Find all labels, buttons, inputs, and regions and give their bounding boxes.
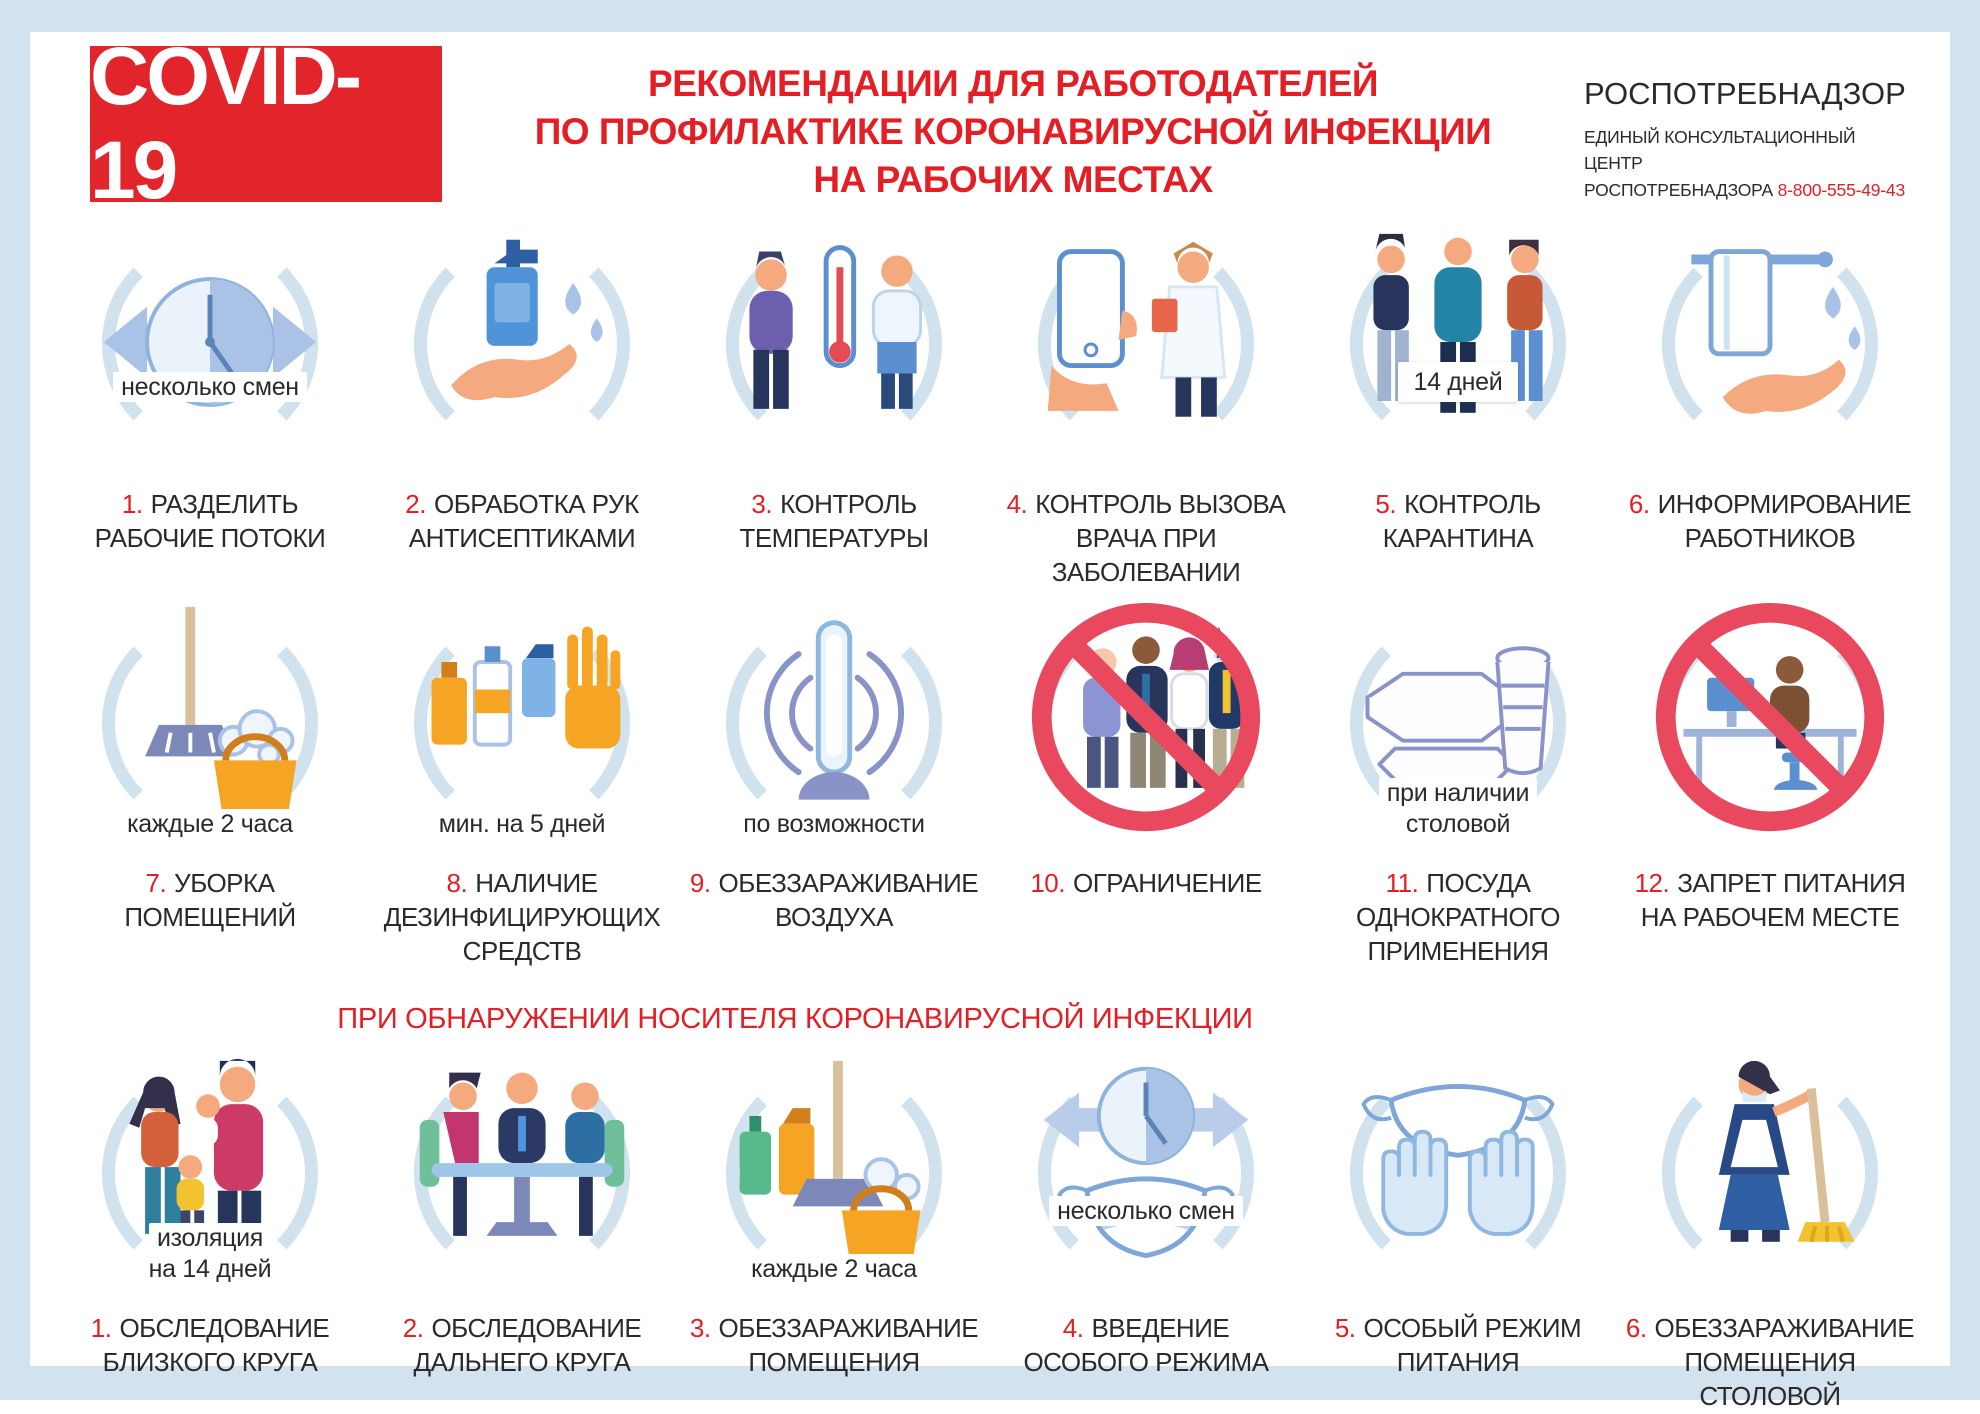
item-caption-line bbox=[680, 522, 988, 556]
item-caption-line bbox=[1304, 1312, 1612, 1346]
item-caption-text: ОБСЛЕДОВАНИЕ bbox=[431, 1313, 642, 1344]
icon-zone bbox=[56, 210, 364, 478]
poster-sheet bbox=[30, 31, 1950, 1411]
icon-zone bbox=[1304, 1044, 1612, 1302]
item-caption-line bbox=[1304, 488, 1612, 522]
item-note-line: каждые 2 часа bbox=[743, 1254, 925, 1285]
item-number: 6. bbox=[1625, 1313, 1647, 1344]
item-number: 7. bbox=[145, 868, 167, 899]
item-caption-text: ВВЕДЕНИЕ bbox=[1091, 1313, 1230, 1344]
item-caption bbox=[992, 1312, 1300, 1396]
item-caption-text: КОНТРОЛЬ ВЫЗОВА bbox=[1035, 489, 1286, 519]
item-caption-line bbox=[56, 488, 364, 522]
item-caption bbox=[56, 867, 364, 987]
icon-zone bbox=[1616, 1044, 1924, 1302]
tile-sanitizer-hand bbox=[368, 210, 676, 589]
disposable-tableware-icon bbox=[1340, 603, 1576, 839]
item-caption-line bbox=[368, 488, 676, 522]
item-caption-line bbox=[368, 867, 676, 901]
tile-uv-lamp bbox=[680, 589, 988, 987]
item-caption-text: РАЗДЕЛИТЬ bbox=[150, 489, 299, 519]
covid-19-badge bbox=[90, 31, 442, 216]
item-note-line: каждые 2 часа bbox=[119, 809, 301, 840]
item-caption bbox=[1304, 867, 1612, 987]
item-caption-text: ЗАПРЕТ ПИТАНИЯ bbox=[1677, 868, 1906, 899]
tile-cleaner-mop bbox=[1616, 1044, 1924, 1413]
icon-zone bbox=[992, 210, 1300, 478]
tile-clock-shifts bbox=[56, 210, 364, 589]
item-caption-text: ПОСУДА bbox=[1426, 868, 1531, 899]
tile-meeting-table bbox=[368, 1044, 676, 1413]
item-caption-line bbox=[992, 867, 1300, 901]
tile-family-isolation bbox=[56, 1044, 364, 1413]
poster-title-line-3: НА РАБОЧИХ МЕСТАХ bbox=[813, 159, 1213, 201]
family-isolation-icon bbox=[92, 1053, 328, 1289]
item-number: 8. bbox=[446, 868, 468, 899]
icon-zone bbox=[368, 210, 676, 478]
agency-center-line-2: РОСПОТРЕБНАДЗОРА bbox=[1584, 179, 1773, 200]
item-caption-line bbox=[680, 901, 988, 935]
item-note-line: по возможности bbox=[735, 809, 932, 840]
item-caption-line bbox=[1304, 867, 1612, 901]
item-caption bbox=[680, 488, 988, 574]
item-caption-line bbox=[368, 1346, 676, 1380]
icon-zone bbox=[992, 1044, 1300, 1302]
item-caption bbox=[56, 488, 364, 574]
item-caption-line bbox=[680, 488, 988, 522]
item-caption bbox=[368, 867, 676, 987]
item-caption-line bbox=[56, 867, 364, 901]
icon-zone bbox=[680, 1044, 988, 1302]
poster-title bbox=[442, 60, 1584, 204]
icon-zone bbox=[56, 589, 364, 857]
item-number: 4. bbox=[1006, 489, 1028, 519]
icon-zone bbox=[680, 589, 988, 857]
item-caption-line bbox=[56, 522, 364, 556]
tile-thermometer-check bbox=[680, 210, 988, 589]
recommendations-row-2 bbox=[56, 589, 1924, 987]
item-number: 12. bbox=[1634, 868, 1670, 899]
tile-towel-hand bbox=[1616, 210, 1924, 589]
item-number: 4. bbox=[1062, 1313, 1084, 1344]
icon-zone bbox=[1304, 589, 1612, 857]
item-caption-text: КОНТРОЛЬ bbox=[780, 489, 917, 519]
item-caption-text: ВОЗДУХА bbox=[774, 902, 893, 933]
tile-cleaning-supplies bbox=[680, 1044, 988, 1413]
item-caption-text: ОБСЛЕДОВАНИЕ bbox=[119, 1313, 330, 1344]
sanitizer-hand-icon bbox=[404, 224, 640, 460]
item-caption bbox=[56, 1312, 364, 1396]
item-caption-text: ПОМЕЩЕНИЙ bbox=[124, 902, 296, 933]
item-caption-text: ОБЕЗЗАРАЖИВАНИЕ bbox=[1654, 1313, 1915, 1344]
item-number: 1. bbox=[90, 1313, 112, 1344]
item-caption-text: ИНФОРМИРОВАНИЕ bbox=[1657, 489, 1912, 519]
item-caption-text: НА РАБОЧЕМ МЕСТЕ bbox=[1640, 902, 1900, 933]
poster-title-line-1: РЕКОМЕНДАЦИИ ДЛЯ РАБОТОДАТЕЛЕЙ bbox=[648, 63, 1378, 104]
covid-19-badge-label: COVID-19 bbox=[90, 31, 359, 216]
tile-disinfectant-supplies bbox=[368, 589, 676, 987]
item-caption-text: НАЛИЧИЕ bbox=[475, 868, 598, 899]
item-caption-text: ОСОБЫЙ РЕЖИМ bbox=[1363, 1313, 1582, 1344]
tile-mask-gloves bbox=[1304, 1044, 1612, 1413]
item-caption-text: БЛИЗКОГО КРУГА bbox=[102, 1347, 318, 1378]
item-caption-text: ВРАЧА ПРИ ЗАБОЛЕВАНИИ bbox=[1051, 522, 1241, 587]
towel-hand-icon bbox=[1652, 224, 1888, 460]
item-caption-text: ПИТАНИЯ bbox=[1396, 1347, 1520, 1378]
item-caption-line bbox=[1304, 1346, 1612, 1380]
item-note-line: изоляция bbox=[149, 1223, 271, 1254]
item-caption bbox=[1616, 1312, 1924, 1413]
item-caption bbox=[1304, 488, 1612, 574]
item-note-line: 14 дней bbox=[1398, 362, 1519, 403]
clock-shifts-icon bbox=[92, 224, 328, 460]
item-caption-text: ОСОБОГО РЕЖИМА bbox=[1023, 1347, 1269, 1378]
item-note-line: несколько смен bbox=[1049, 1196, 1243, 1227]
item-caption-line bbox=[368, 522, 676, 556]
no-eating-desk-icon bbox=[1652, 603, 1888, 839]
item-caption-line bbox=[680, 867, 988, 901]
tile-phone-doctor bbox=[992, 210, 1300, 589]
item-caption-line bbox=[368, 1312, 676, 1346]
thermometer-check-icon bbox=[716, 224, 952, 460]
carrier-detected-row bbox=[56, 1044, 1924, 1413]
item-caption-line bbox=[56, 1312, 364, 1346]
hotline-phone: 8-800-555-49-43 bbox=[1777, 179, 1905, 200]
item-number: 3. bbox=[689, 1313, 711, 1344]
item-caption-text: ОДНОКРАТНОГО bbox=[1355, 902, 1561, 933]
agency-name: РОСПОТРЕБНАДЗОР bbox=[1584, 76, 1906, 111]
icon-zone bbox=[56, 1044, 364, 1302]
item-caption bbox=[368, 488, 676, 574]
item-caption-text: ДЕЗИНФИЦИРУЮЩИХ bbox=[383, 902, 661, 933]
icon-zone bbox=[680, 210, 988, 478]
icon-zone bbox=[1616, 210, 1924, 478]
item-caption bbox=[1616, 488, 1924, 574]
item-caption bbox=[368, 1312, 676, 1396]
item-caption-text: ОБЕЗЗАРАЖИВАНИЕ bbox=[718, 868, 979, 899]
mask-gloves-icon bbox=[1340, 1053, 1576, 1289]
item-caption-line bbox=[680, 1346, 988, 1380]
icon-zone bbox=[368, 589, 676, 857]
item-caption-line bbox=[368, 935, 676, 969]
tile-no-gatherings bbox=[992, 589, 1300, 987]
phone-doctor-icon bbox=[1028, 224, 1264, 460]
item-caption-line bbox=[992, 1312, 1300, 1346]
item-caption-line bbox=[56, 1346, 364, 1380]
item-note-line: при наличии bbox=[1379, 778, 1537, 809]
item-caption-text: ОГРАНИЧЕНИЕ bbox=[1072, 868, 1262, 899]
item-number: 2. bbox=[405, 489, 426, 519]
item-number: 3. bbox=[751, 489, 773, 519]
tile-clock-mask bbox=[992, 1044, 1300, 1413]
icon-zone bbox=[992, 589, 1300, 857]
item-caption-line bbox=[56, 901, 364, 935]
section-heading: ПРИ ОБНАРУЖЕНИИ НОСИТЕЛЯ КОРОНАВИРУСНОЙ ИНФЕКЦИИ bbox=[337, 1003, 1253, 1036]
disinfectant-supplies-icon bbox=[404, 603, 640, 839]
item-caption-line bbox=[1616, 1346, 1924, 1414]
clock-mask-icon bbox=[1028, 1053, 1264, 1289]
item-caption-text: ОБРАБОТКА РУК bbox=[433, 489, 639, 519]
quarantine-group-icon bbox=[1340, 224, 1576, 460]
item-number: 9. bbox=[689, 868, 711, 899]
item-note-line: столовой bbox=[1398, 809, 1518, 840]
item-caption-text: ТЕМПЕРАТУРЫ bbox=[739, 522, 929, 553]
item-caption-text: ПОМЕЩЕНИЯ СТОЛОВОЙ bbox=[1684, 1347, 1856, 1411]
item-caption-line bbox=[1616, 1312, 1924, 1346]
agency-subtitle bbox=[1584, 124, 1914, 203]
item-caption-text: ПРИМЕНЕНИЯ bbox=[1367, 935, 1549, 966]
item-number: 1. bbox=[121, 489, 143, 519]
item-caption-line bbox=[1616, 901, 1924, 935]
item-caption-text: АНТИСЕПТИКАМИ bbox=[408, 522, 636, 553]
item-caption-text: ПОМЕЩЕНИЯ bbox=[748, 1347, 920, 1378]
item-caption bbox=[680, 1312, 988, 1396]
item-number: 2. bbox=[402, 1313, 424, 1344]
item-caption-text: УБОРКА bbox=[174, 868, 275, 899]
item-caption bbox=[992, 488, 1300, 589]
item-caption-text: КОНТРОЛЬ bbox=[1404, 489, 1541, 519]
item-caption-line bbox=[680, 1312, 988, 1346]
item-note-line: на 14 дней bbox=[141, 1254, 280, 1285]
uv-lamp-icon bbox=[716, 603, 952, 839]
item-caption-line bbox=[1616, 867, 1924, 901]
item-caption bbox=[1616, 867, 1924, 987]
item-caption-text: ДАЛЬНЕГО КРУГА bbox=[413, 1347, 631, 1378]
tile-mop-bucket bbox=[56, 589, 364, 987]
poster-title-line-2: ПО ПРОФИЛАКТИКЕ КОРОНАВИРУСНОЙ ИНФЕКЦИИ bbox=[534, 111, 1492, 153]
meeting-table-icon bbox=[404, 1053, 640, 1289]
item-caption-line bbox=[992, 522, 1300, 590]
no-gatherings-icon bbox=[1028, 603, 1264, 839]
item-caption-text: СРЕДСТВ bbox=[462, 935, 582, 966]
tile-quarantine-group bbox=[1304, 210, 1612, 589]
icon-zone bbox=[368, 1044, 676, 1302]
item-caption-text: ОБЕЗЗАРАЖИВАНИЕ bbox=[718, 1313, 979, 1344]
item-note-line: мин. на 5 дней bbox=[431, 809, 613, 840]
item-caption-line bbox=[1304, 901, 1612, 935]
item-caption-line bbox=[1304, 935, 1612, 969]
item-number: 11. bbox=[1385, 868, 1419, 899]
agency-center-line-1: ЕДИНЫЙ КОНСУЛЬТАЦИОННЫЙ ЦЕНТР bbox=[1584, 127, 1856, 174]
item-caption-line bbox=[1304, 522, 1612, 556]
item-caption bbox=[680, 867, 988, 987]
cleaner-mop-icon bbox=[1652, 1053, 1888, 1289]
item-caption-line bbox=[992, 488, 1300, 522]
item-number: 10. bbox=[1030, 868, 1065, 899]
item-caption-text: КАРАНТИНА bbox=[1382, 522, 1534, 553]
item-caption-line bbox=[1616, 522, 1924, 556]
item-number: 5. bbox=[1334, 1313, 1356, 1344]
item-caption-text: РАБОЧИЕ ПОТОКИ bbox=[94, 522, 326, 553]
item-caption-line bbox=[368, 901, 676, 935]
agency-block bbox=[1584, 76, 1920, 203]
recommendations-row-1 bbox=[56, 210, 1924, 589]
item-note-line: несколько смен bbox=[113, 372, 307, 403]
cleaning-supplies-icon bbox=[716, 1053, 952, 1289]
mop-bucket-icon bbox=[92, 603, 328, 839]
item-caption-text: РАБОТНИКОВ bbox=[1684, 522, 1856, 553]
poster-header bbox=[56, 31, 1924, 216]
item-number: 5. bbox=[1375, 489, 1397, 519]
icon-zone bbox=[1304, 210, 1612, 478]
item-caption bbox=[1304, 1312, 1612, 1396]
item-caption-line bbox=[992, 1346, 1300, 1380]
item-caption-line bbox=[1616, 488, 1924, 522]
tile-disposable-tableware bbox=[1304, 589, 1612, 987]
item-number: 6. bbox=[1628, 489, 1650, 519]
icon-zone bbox=[1616, 589, 1924, 857]
item-caption bbox=[992, 867, 1300, 987]
tile-no-eating-desk bbox=[1616, 589, 1924, 987]
